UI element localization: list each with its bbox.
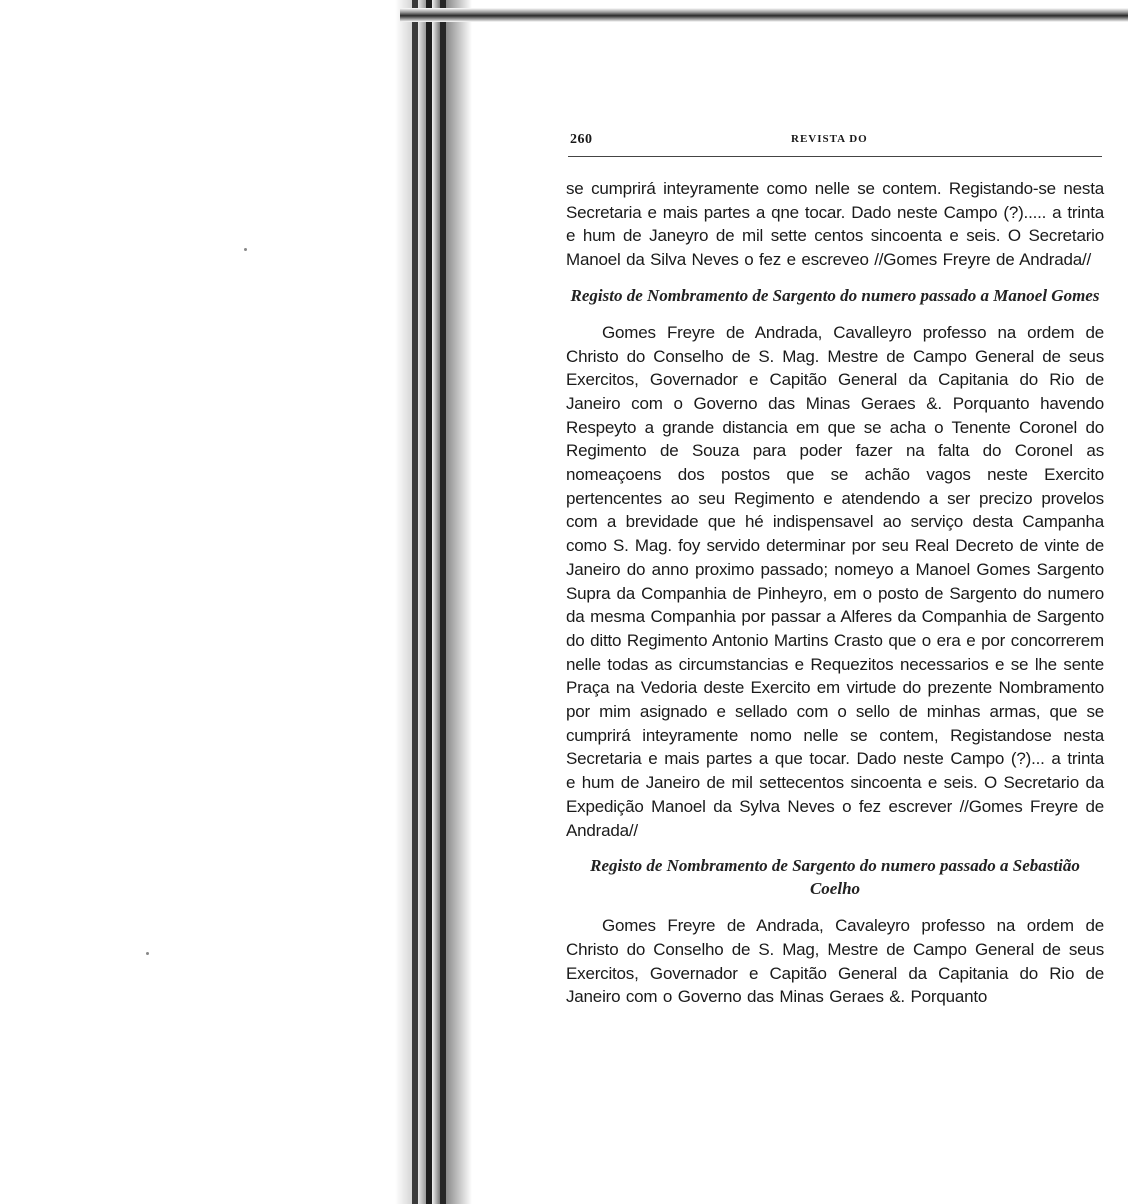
journal-title: REVISTA DO xyxy=(791,133,868,145)
header-rule xyxy=(568,156,1102,157)
page-number: 260 xyxy=(570,132,593,147)
section-title-manoel-gomes: Registo de Nombramento de Sargento do numero passado a Manoel Gomes xyxy=(570,285,1100,305)
scan-speck xyxy=(146,952,149,955)
continued-paragraph: se cumprirá inteyramente como nelle se contem. Registando-se nesta Secretaria e mais partes a qne tocar. Dado neste Campo (?)..... a trinta e hum de Janeyro de mil sette centos sincoenta e seis. O Secretario Manoel da Silva Neves o fez e escreveo //Gomes Freyre de Andrada// xyxy=(566,179,1104,270)
book-spine-edge-2 xyxy=(418,0,426,1204)
page-top-edge xyxy=(400,8,1128,22)
section-body-manoel-gomes: Gomes Freyre de Andrada, Cavalleyro professo na ordem de Christo do Conselho de S. Mag. Mestre de Campo General de seus Exercitos, Governador e Capitão General da Capitania do Rio de Janeiro com o Governo das Minas Geraes &. Porquanto havendo Respeyto a grande distancia em que se acha o Tenente Coronel do Regimento de Souza para poder fazer na falta do Coronel as nomeaçoens dos postos que se achão vagos neste Exercito pertencentes ao seu Regimento e atendendo a ser precizo provelos com a brevidade que hé indispensavel ao serviço desta Campanha como S. Mag. foy servido determinar por seu Real Decreto de vinte de Janeiro do anno proximo passado; nomeyo a Manoel Gomes Sargento Supra da Companhia de Pinheyro, em o posto de Sargento do numero da mesma Companhia por passar a Alferes da Companhia de Sargento do ditto Regimento Antonio Martins Crasto que o era e por concorrerem nelle todas as circumstancias e Requezitos necessarios e se lhe sente Praça na Vedoria deste Exercito em virtude do prezente Nombramento por mim asignado e sellado com o sello de minhas armas, que se cumprirá inteyramente nomo nelle se contem, Registandose nesta Secretaria e mais partes a que tocar. Dado neste Campo (?)... a trinta e hum de Janeiro de mil settecentos sincoenta e seis. O Secretario da Expedição Manoel da Sylva Neves o fez escrever //Gomes Freyre de Andrada// xyxy=(566,322,1104,840)
book-page xyxy=(566,130,1104,1009)
running-head xyxy=(566,130,1104,154)
scan-speck xyxy=(244,248,247,251)
book-spine-edge-4 xyxy=(432,0,440,1204)
section-title-sebastiao-coelho: Registo de Nombramento de Sargento do numero passado a Sebastião Coelho xyxy=(590,856,1080,899)
right-page-gutter-shade xyxy=(446,0,472,1204)
section-body-sebastiao-coelho: Gomes Freyre de Andrada, Cavaleyro professo na ordem de Christo do Conselho de S. Mag, Mestre de Campo General de seus Exercitos, Governador e Capitão General da Capitania do Rio de Janeiro com o Governo das Minas Geraes &. Porquanto xyxy=(566,916,1104,1007)
